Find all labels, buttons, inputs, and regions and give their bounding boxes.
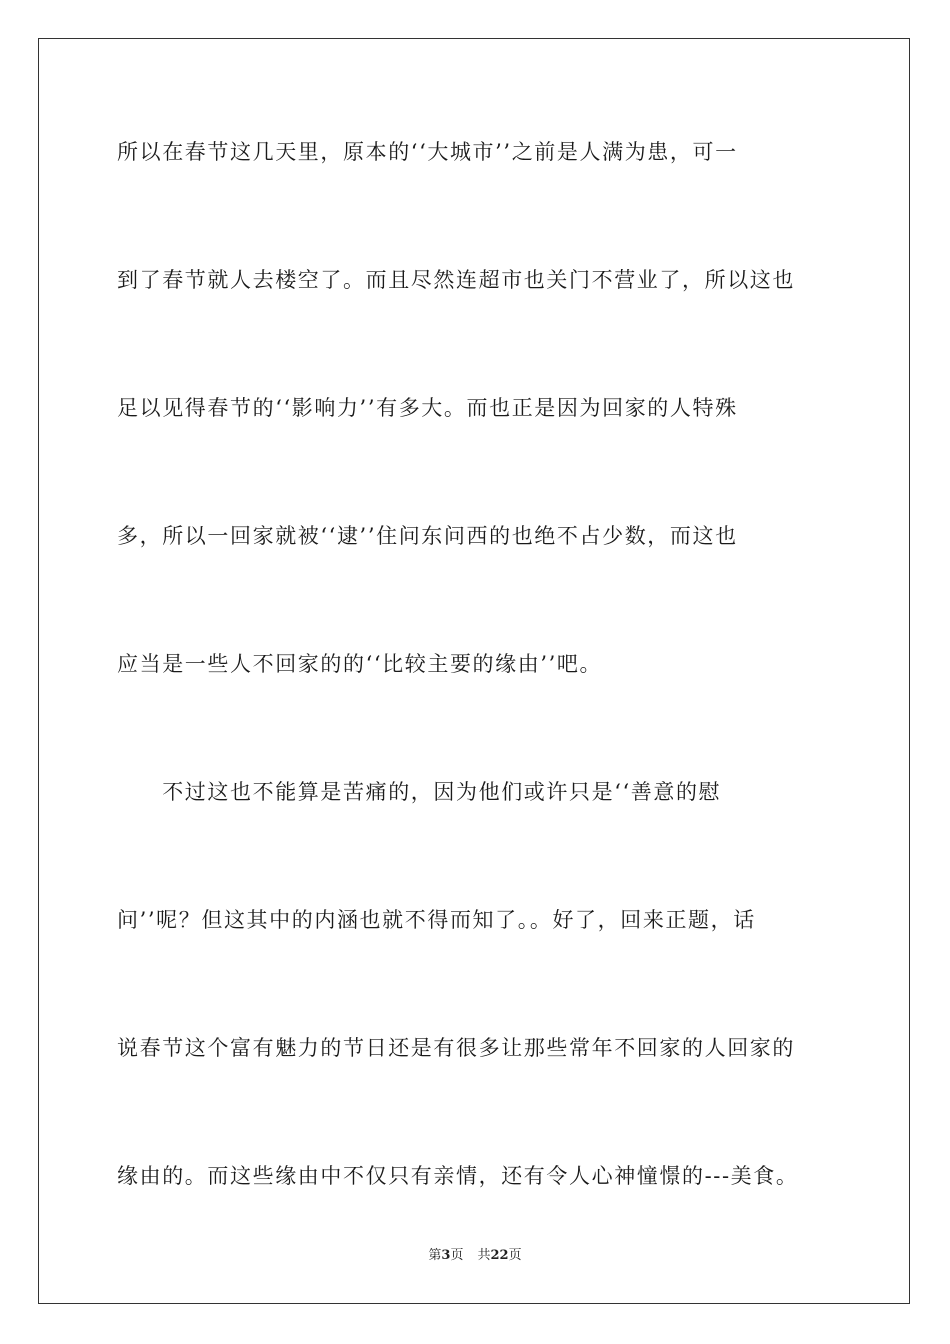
footer-total-suffix: 页 [508,1248,522,1263]
document-body [117,122,833,1274]
text-line-9: 缘由的。而这些缘由中不仅只有亲情，还有令人心神憧憬的---美食。 [117,1164,799,1188]
text-line-3: 足以见得春节的‘‘影响力’’有多大。而也正是因为回家的人特殊 [117,396,738,420]
footer-page-number: 3 [441,1248,451,1263]
text-line-6: 不过这也不能算是苦痛的，因为他们或许只是‘‘善意的慰 [117,780,722,804]
footer-page-suffix: 页 [450,1248,464,1263]
text-line-4: 多，所以一回家就被‘‘逮’’住问东问西的也绝不占少数，而这也 [117,524,738,548]
text-line-5: 应当是一些人不回家的的‘‘比较主要的缘由’’吧。 [117,652,603,676]
footer-total-prefix: 共 [477,1248,491,1263]
page-footer [0,1244,950,1263]
text-line-1: 所以在春节这几天里，原本的‘‘大城市’’之前是人满为患，可一 [117,140,738,164]
text-line-7: 问’’呢？但这其中的内涵也就不得而知了。。好了，回来正题，话 [117,908,756,932]
footer-total-pages: 22 [490,1248,509,1263]
text-line-2: 到了春节就人去楼空了。而且尽然连超市也关门不营业了，所以这也 [117,268,795,292]
text-line-8: 说春节这个富有魅力的节日还是有很多让那些常年不回家的人回家的 [117,1036,795,1060]
footer-page-prefix: 第 [428,1248,442,1263]
